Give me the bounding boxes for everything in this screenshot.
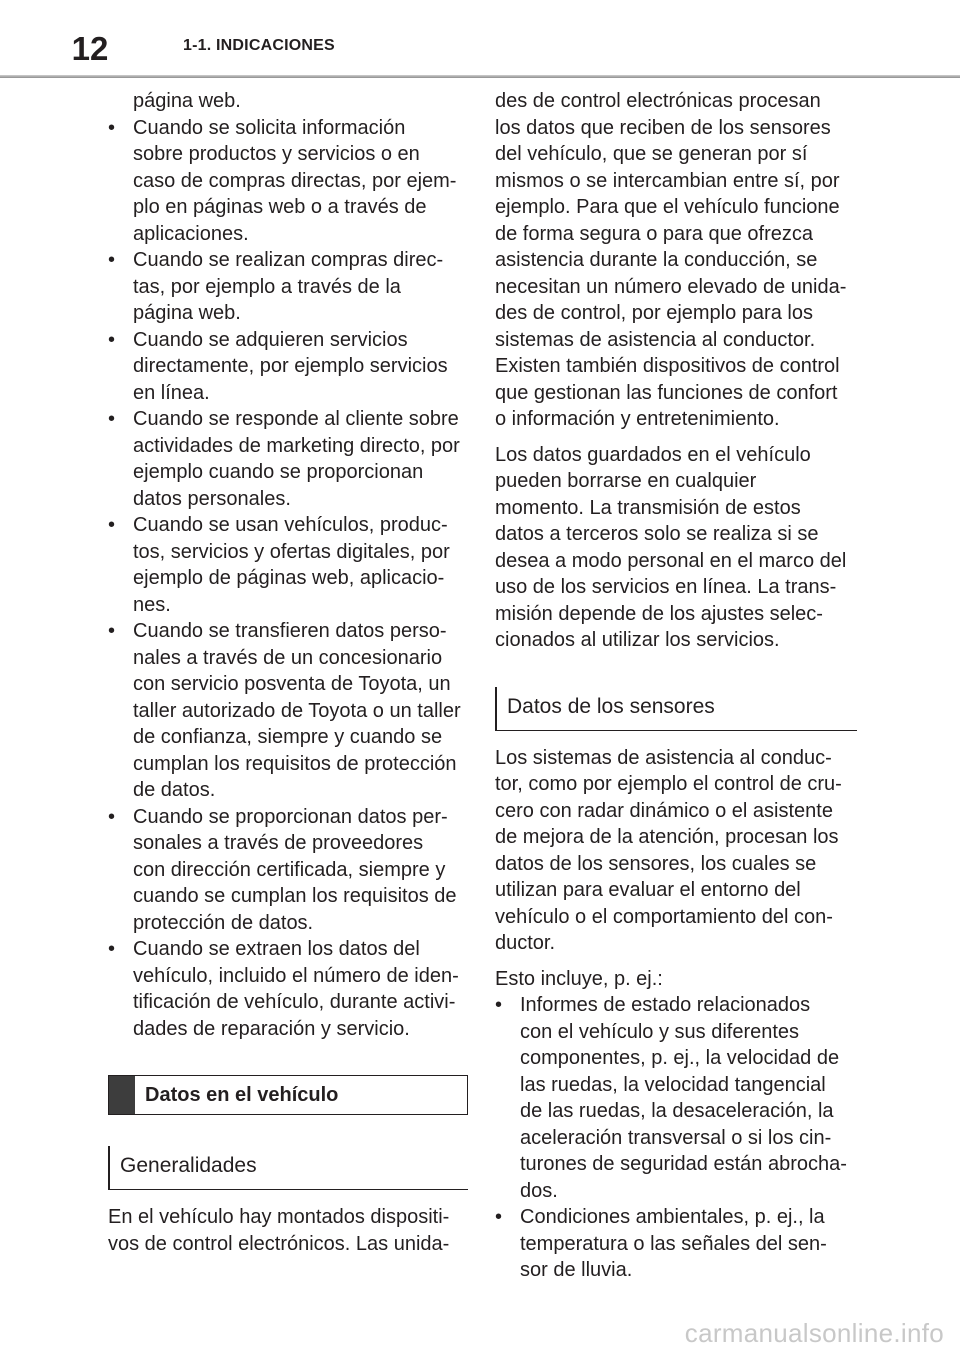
- bullet-continuation: en línea.: [133, 381, 210, 404]
- bullet-mark: •: [108, 116, 116, 139]
- bullet-continuation: sobre productos y servicios o en: [133, 143, 420, 165]
- text-line: cionados al utilizar los servicios.: [495, 629, 780, 651]
- bullet-line: [108, 618, 468, 645]
- text-line: Los datos guardados en el vehículo: [495, 443, 811, 466]
- paragraph-sensor-data: [495, 745, 857, 957]
- bullet-mark: •: [108, 328, 116, 351]
- page-header: [0, 0, 960, 80]
- bullet-continuation: de datos.: [133, 779, 216, 801]
- text-line: vehículo o el comportamiento del con-: [495, 905, 833, 928]
- text-line: del vehículo, que se generan por sí: [495, 143, 808, 165]
- paragraph: [108, 1204, 468, 1257]
- bullet-text: Cuando se solicita información: [133, 116, 406, 139]
- text-line: misión depende de los ajustes selec-: [495, 602, 823, 625]
- text-line: de forma segura o para que ofrezca: [495, 222, 813, 245]
- bullet-continuation: sor de lluvia.: [520, 1259, 633, 1281]
- bullet-continuation: datos personales.: [133, 487, 291, 510]
- bullet-text: Informes de estado relacionados: [520, 994, 811, 1016]
- bullet-item: [495, 992, 857, 1204]
- bullet-continuation: ejemplo de páginas web, aplicacio-: [133, 567, 445, 589]
- bullet-line: [108, 804, 468, 831]
- right-column: [495, 88, 857, 1284]
- bullet-mark: •: [495, 994, 503, 1016]
- heading-bar: [109, 1076, 135, 1114]
- bullet-text: Cuando se proporcionan datos per-: [133, 805, 448, 828]
- text-line: datos de los sensores, los cuales se: [495, 852, 817, 875]
- text-line: utilizan para evaluar el entorno del: [495, 879, 801, 901]
- bullet-continuation: con el vehículo y sus diferentes: [520, 1020, 800, 1043]
- section-heading-box: [108, 1075, 468, 1115]
- right-bullet-list: [495, 992, 857, 1284]
- bullet-continuation: con servicio posventa de Toyota, un: [133, 673, 451, 695]
- text-line: ductor.: [495, 932, 556, 954]
- bullet-continuation: dos.: [520, 1179, 558, 1202]
- text-line: momento. La transmisión de estos: [495, 496, 801, 519]
- bullet-text: Cuando se usan vehículos, produc-: [133, 514, 448, 536]
- page-number: 12: [71, 30, 109, 67]
- text-line: necesitan un número elevado de unida-: [495, 275, 847, 298]
- bullet-continuation: las ruedas, la velocidad tangencial: [520, 1073, 826, 1096]
- bullet-line: [495, 992, 857, 1019]
- left-bullet-list: [108, 115, 468, 1043]
- section-title: 1-1. INDICACIONES: [183, 37, 335, 54]
- text-line: Existen también dispositivos de control: [495, 355, 840, 377]
- bullet-line: [108, 512, 468, 539]
- header-rule: [0, 75, 960, 78]
- bullet-item: [108, 327, 468, 407]
- text-line: o información y entretenimiento.: [495, 408, 780, 430]
- text-line: ejemplo. Para que el vehículo funcione: [495, 196, 840, 218]
- text-line: des de control, por ejemplo para los: [495, 302, 813, 324]
- text-line: de mejora de la atención, procesan los: [495, 826, 839, 848]
- text-line: sistemas de asistencia al conductor.: [495, 328, 816, 351]
- text-line: datos a terceros solo se realiza si se: [495, 523, 819, 545]
- bullet-continuation: de las ruedas, la desaceleración, la: [520, 1100, 834, 1122]
- bullet-mark: •: [108, 620, 116, 642]
- bullet-line: [108, 327, 468, 354]
- bullet-mark: •: [108, 408, 116, 430]
- text-line: tor, como por ejemplo el control de cru-: [495, 773, 842, 795]
- bullet-continuation: cuando se cumplan los requisitos de: [133, 885, 457, 907]
- bullet-line: [495, 1204, 857, 1231]
- subheading-text: Datos de los sensores: [507, 694, 715, 718]
- bullet-item: [108, 936, 468, 1042]
- bullet-continuation: tas, por ejemplo a través de la: [133, 275, 401, 298]
- bullet-item: [108, 406, 468, 512]
- text-line: desea a modo personal en el marco del: [495, 549, 847, 572]
- watermark: carmanualsonline.info: [684, 1318, 944, 1348]
- bullet-continuation: cumplan los requisitos de protección: [133, 752, 457, 775]
- bullet-item: [108, 618, 468, 804]
- bullet-mark: •: [495, 1206, 503, 1228]
- bullet-continuation: aplicaciones.: [133, 222, 249, 245]
- bullet-continuation: dades de reparación y servicio.: [133, 1017, 410, 1040]
- paragraph-stored-data: [495, 442, 857, 654]
- bullet-continuation: nes.: [133, 593, 171, 616]
- bullet-line: [108, 115, 468, 142]
- bullet-continuation: página web.: [133, 302, 241, 324]
- bullet-continuation: de confianza, siempre y cuando se: [133, 726, 443, 748]
- bullet-text: Cuando se adquieren servicios: [133, 328, 408, 351]
- text-line: des de control electrónicas procesan: [495, 90, 821, 112]
- text-line: vos de control electrónicos. Las unida-: [108, 1232, 450, 1255]
- bullet-line: [108, 936, 468, 963]
- paragraph-control-units: [495, 88, 857, 433]
- bullet-line: [108, 406, 468, 433]
- bullet-text: Cuando se transfieren datos perso-: [133, 620, 447, 642]
- bullet-continuation: nales a través de un concesionario: [133, 646, 443, 669]
- list-intro: Esto incluye, p. ej.:: [495, 967, 663, 990]
- bullet-continuation: directamente, por ejemplo servicios: [133, 355, 448, 377]
- bullet-item: [108, 247, 468, 327]
- bullet-mark: •: [108, 805, 116, 828]
- bullet-continuation: componentes, p. ej., la velocidad de: [520, 1047, 840, 1069]
- text-line: En el vehículo hay montados dispositi-: [108, 1206, 450, 1228]
- text-line: asistencia durante la conducción, se: [495, 249, 818, 271]
- text-line: que gestionan las funciones de confort: [495, 381, 838, 404]
- subheading-sensores: [495, 687, 857, 731]
- bullet-continuation: taller autorizado de Toyota o un taller: [133, 699, 461, 722]
- bullet-text: Condiciones ambientales, p. ej., la: [520, 1206, 825, 1228]
- text-line: pueden borrarse en cualquier: [495, 470, 757, 492]
- bullet-continuation: aceleración transversal o si los cin-: [520, 1126, 832, 1149]
- bullet-continuation: temperatura o las señales del sen-: [520, 1232, 827, 1255]
- section-heading: Datos en el vehículo: [145, 1084, 339, 1106]
- bullet-continuation: ejemplo cuando se proporcionan: [133, 461, 424, 483]
- bullet-continuation: sonales a través de proveedores: [133, 832, 424, 854]
- bullet-continuation: plo en páginas web o a través de: [133, 196, 427, 218]
- bullet-mark: •: [108, 249, 116, 271]
- bullet-mark: •: [108, 514, 116, 536]
- bullet-continuation: con dirección certificada, siempre y: [133, 858, 446, 881]
- bullet-continuation: caso de compras directas, por ejem-: [133, 169, 457, 192]
- bullet-item: [108, 115, 468, 248]
- subheading-generalidades: [108, 1146, 468, 1190]
- text-line: los datos que reciben de los sensores: [495, 116, 831, 139]
- bullet-item: [495, 1204, 857, 1284]
- bullet-continuation: protección de datos.: [133, 911, 314, 934]
- bullet-continuation: tos, servicios y ofertas digitales, por: [133, 540, 450, 563]
- text-line: uso de los servicios en línea. La trans-: [495, 576, 837, 598]
- bullet-mark: •: [108, 938, 116, 960]
- intro-line: página web.: [133, 90, 241, 112]
- bullet-line: [108, 247, 468, 274]
- bullet-text: Cuando se extraen los datos del: [133, 938, 420, 960]
- left-column: [108, 88, 468, 1257]
- bullet-continuation: vehículo, incluido el número de iden-: [133, 964, 459, 987]
- bullet-continuation: actividades de marketing directo, por: [133, 434, 460, 457]
- text-line: mismos o se intercambian entre sí, por: [495, 169, 840, 192]
- text-line: Los sistemas de asistencia al conduc-: [495, 746, 832, 769]
- bullet-text: Cuando se responde al cliente sobre: [133, 408, 459, 430]
- bullet-item: [108, 512, 468, 618]
- text-line: cero con radar dinámico o el asistente: [495, 799, 833, 822]
- subheading-text: Generalidades: [120, 1154, 257, 1177]
- bullet-continuation: tificación de vehículo, durante activi-: [133, 991, 456, 1013]
- bullet-continuation: turones de seguridad están abrocha-: [520, 1153, 847, 1175]
- bullet-item: [108, 804, 468, 937]
- bullet-text: Cuando se realizan compras direc-: [133, 249, 444, 271]
